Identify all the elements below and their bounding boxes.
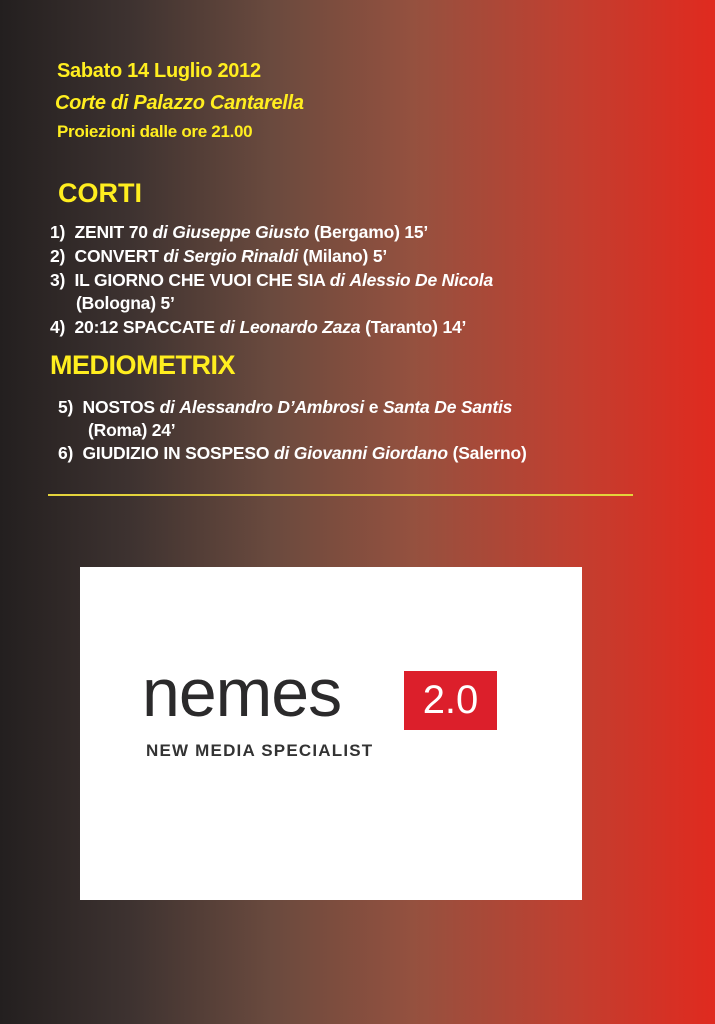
film-by: di xyxy=(159,397,175,417)
item-number: 4) xyxy=(50,317,66,337)
event-hours: Proiezioni dalle ore 21.00 xyxy=(57,122,253,141)
event-venue: Corte di Palazzo Cantarella xyxy=(55,92,304,114)
film-director: Alessandro D’Ambrosi xyxy=(179,397,365,417)
film-by: di xyxy=(329,270,345,290)
film-director: Leonardo Zaza xyxy=(239,317,361,337)
logo-version-badge: 2.0 xyxy=(404,671,497,730)
list-item xyxy=(58,443,527,464)
film-director: Sergio Rinaldi xyxy=(183,246,299,266)
film-director: Alessio De Nicola xyxy=(349,270,493,290)
film-by: di xyxy=(219,317,235,337)
film-place: (Salerno) xyxy=(452,443,527,463)
section-title-corti: CORTI xyxy=(58,178,142,208)
film-title: ZENIT 70 xyxy=(74,222,148,242)
item-number: 5) xyxy=(58,397,74,417)
film-by: di xyxy=(273,443,290,463)
item-number: 1) xyxy=(50,222,66,242)
film-director: Giuseppe Giusto xyxy=(172,222,310,242)
film-title: 20:12 SPACCATE xyxy=(74,317,215,337)
item-number: 2) xyxy=(50,246,66,266)
list-item xyxy=(50,270,493,291)
sponsor-logo-box xyxy=(80,567,582,900)
film-and: e xyxy=(368,397,379,417)
film-title: CONVERT xyxy=(74,246,159,266)
film-by: di xyxy=(152,222,168,242)
list-item xyxy=(50,222,428,243)
list-item xyxy=(50,246,387,267)
list-item xyxy=(58,397,512,418)
film-title: GIUDIZIO IN SOSPESO xyxy=(82,443,270,463)
section-title-mediometrix: MEDIOMETRIX xyxy=(50,350,236,380)
film-director-2: Santa De Santis xyxy=(382,397,513,417)
film-place: (Taranto) 14’ xyxy=(365,317,467,337)
film-place: (Bologna) 5’ xyxy=(76,293,175,313)
list-item xyxy=(50,317,466,338)
event-date: Sabato 14 Luglio 2012 xyxy=(57,60,261,82)
film-place: (Roma) 24’ xyxy=(88,420,176,440)
logo-wordmark: nemes xyxy=(142,655,342,731)
film-place: (Bergamo) 15’ xyxy=(313,222,429,242)
item-number: 6) xyxy=(58,443,74,463)
film-by: di xyxy=(163,246,179,266)
film-title: IL GIORNO CHE VUOI CHE SIA xyxy=(74,270,326,290)
film-place: (Milano) 5’ xyxy=(302,246,388,266)
divider xyxy=(48,494,633,496)
film-director: Giovanni Giordano xyxy=(293,443,448,463)
logo-tagline: NEW MEDIA SPECIALIST xyxy=(146,741,374,760)
item-number: 3) xyxy=(50,270,66,290)
film-title: NOSTOS xyxy=(82,397,155,417)
